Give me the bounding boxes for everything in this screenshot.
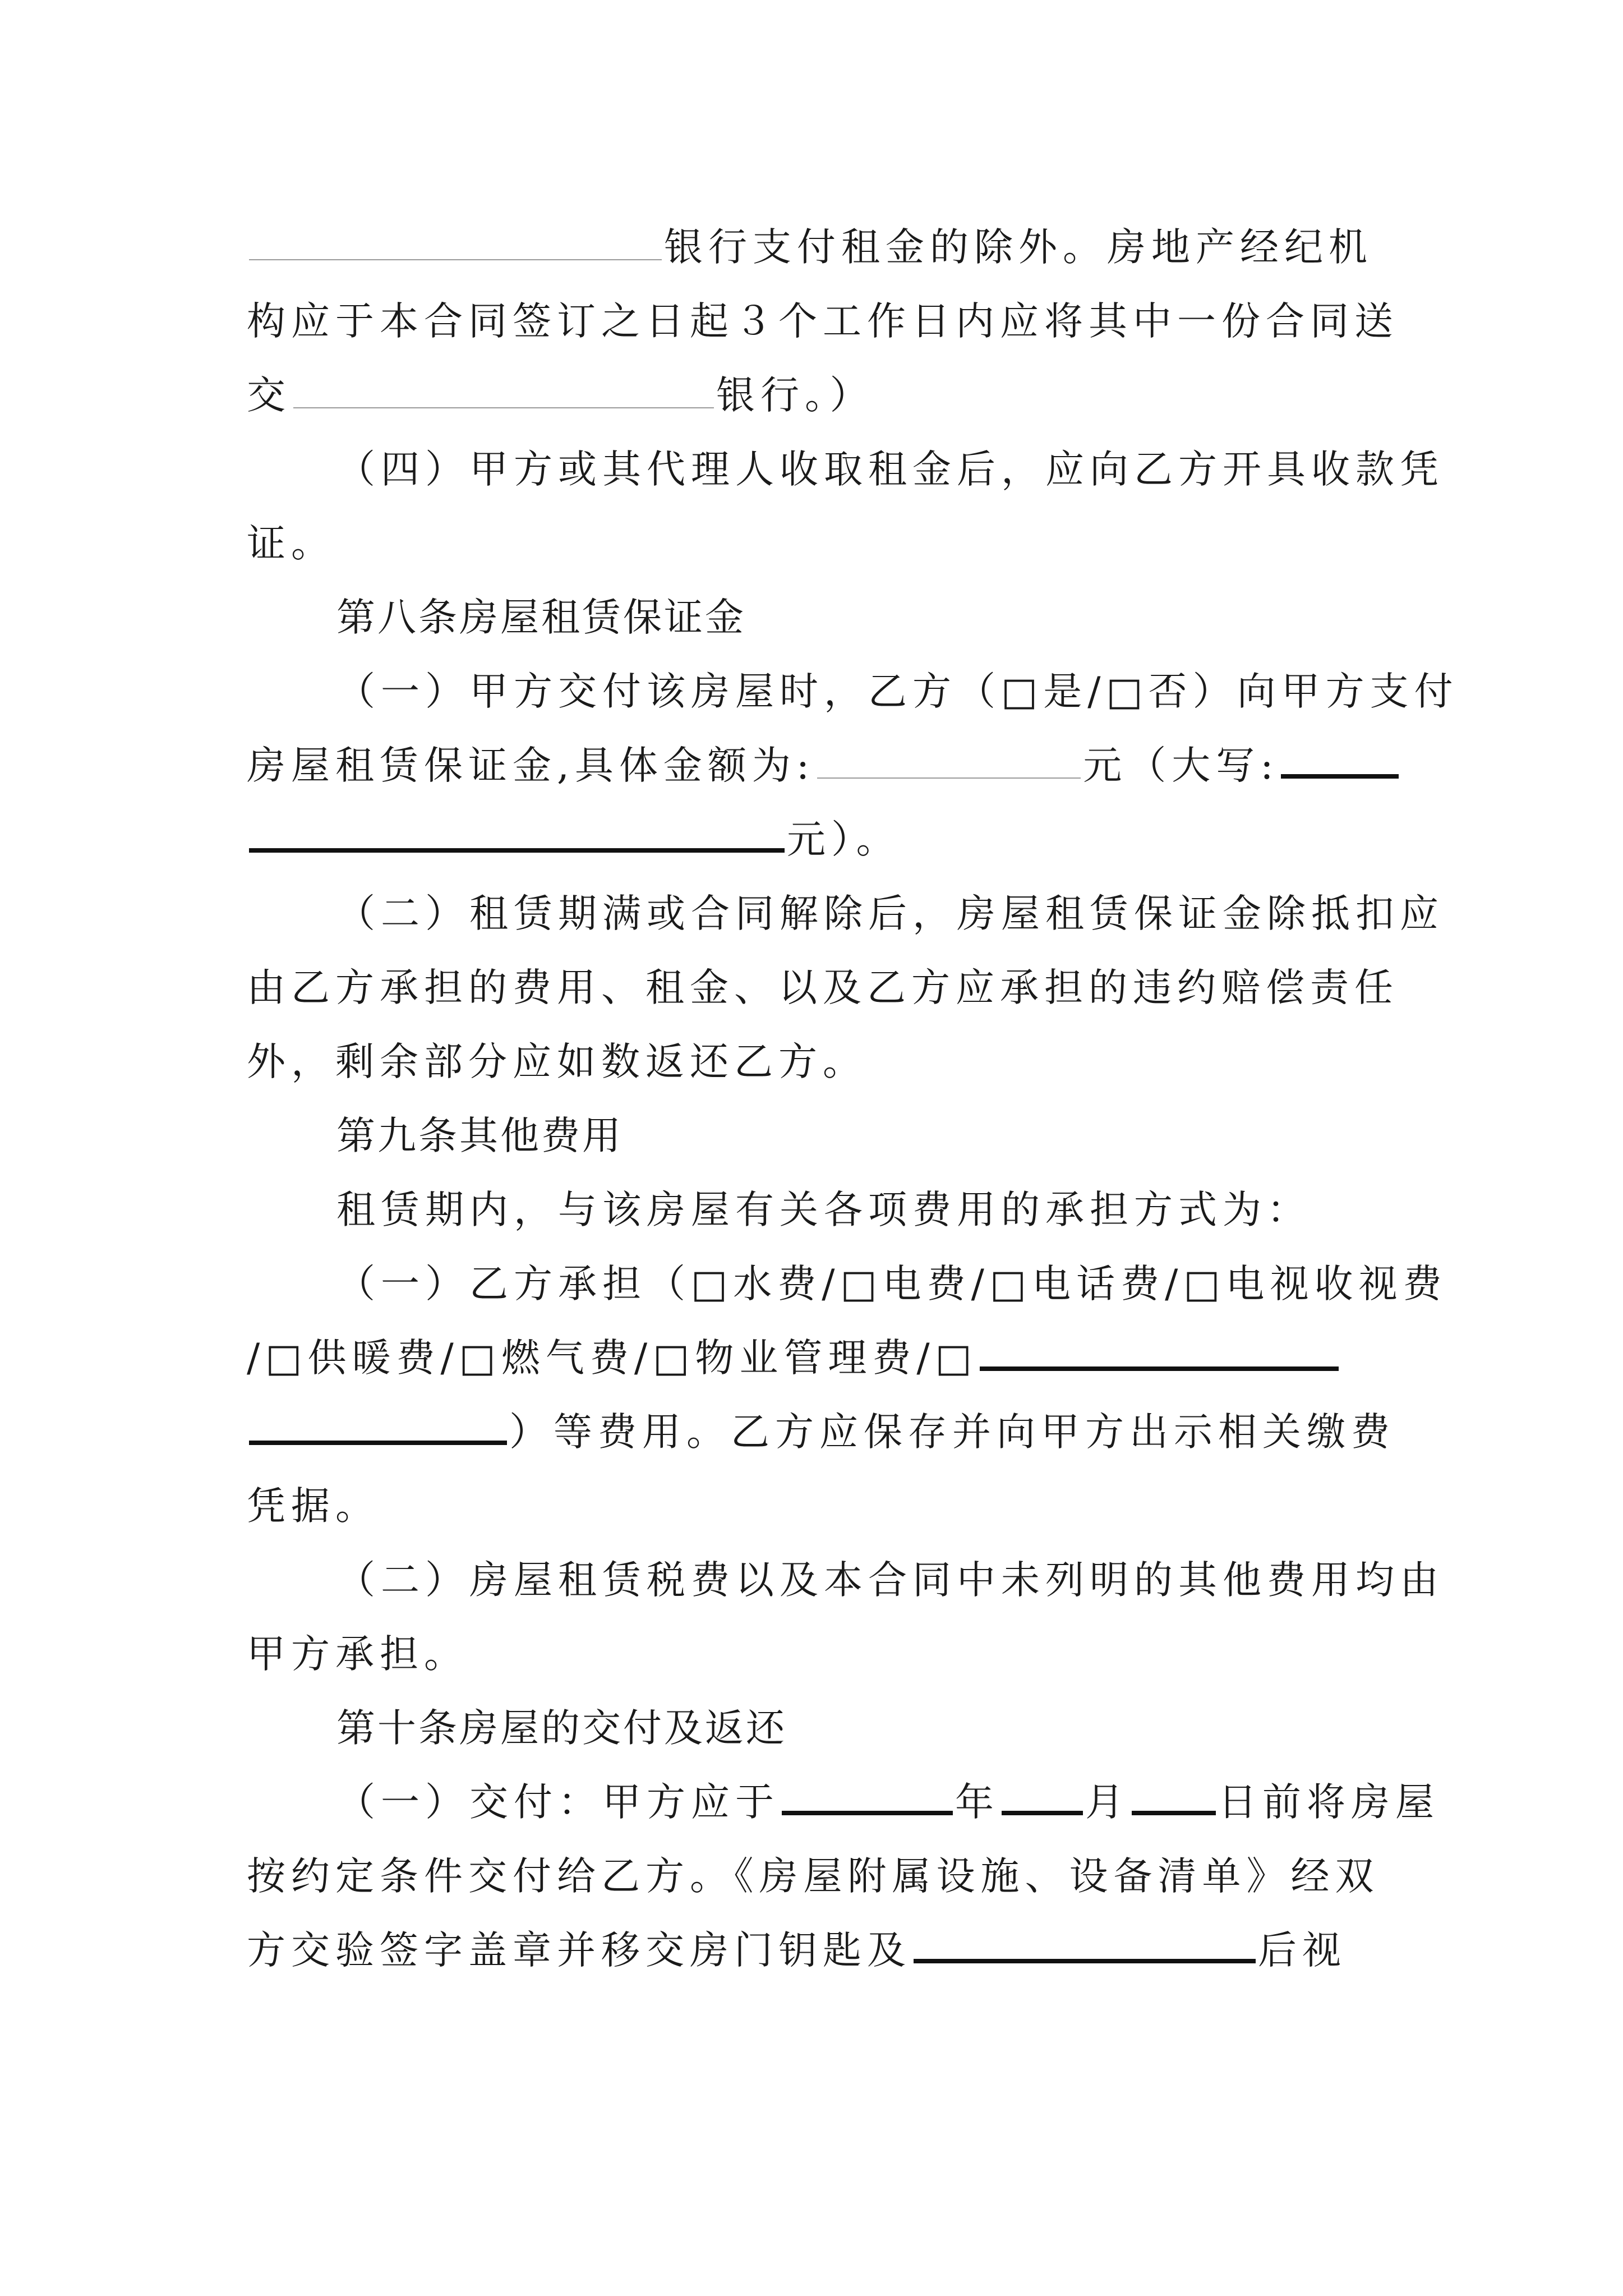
text-line: 按约定条件交付给乙方。《房屋附属设施、设备清单》经双 xyxy=(247,1854,1380,1899)
other-fees-blank[interactable] xyxy=(980,1362,1339,1371)
text-line: （四）甲方或其代理人收取租金后，应向乙方开具收款凭 xyxy=(336,447,1444,492)
day-blank[interactable] xyxy=(1132,1806,1216,1815)
month-blank[interactable] xyxy=(1002,1806,1083,1815)
text-line: 方交验签字盖章并移交房门钥匙及 后视 xyxy=(247,1928,1347,1973)
text-line: （一）乙方承担（□水费/□电费/□电话费/□电视收视费 xyxy=(336,1262,1447,1306)
section-heading: 第九条其他费用 xyxy=(336,1114,623,1158)
text-line: 交 银行。） xyxy=(247,373,874,418)
amount-words-blank[interactable] xyxy=(249,844,785,853)
text-line: （二）租赁期满或合同解除后，房屋租赁保证金除抵扣应 xyxy=(336,891,1444,936)
section-heading: 第十条房屋的交付及返还 xyxy=(336,1706,787,1751)
text-line: 凭据。 xyxy=(247,1484,380,1529)
other-fees-blank[interactable] xyxy=(249,1436,507,1445)
year-blank[interactable] xyxy=(782,1806,953,1815)
document-page xyxy=(247,210,1459,1987)
text-line: 元）。 xyxy=(247,803,1396,877)
text-line: 租赁期内，与该房屋有关各项费用的承担方式为： xyxy=(336,1188,1311,1232)
text-line: （一）甲方交付该房屋时，乙方（□是/□否）向甲方支付 xyxy=(336,669,1459,714)
text-line: （一）交付：甲方应于 年 月 日前将房屋 xyxy=(336,1780,1440,1825)
amount-blank[interactable] xyxy=(817,773,1081,779)
text-line: 银行支付租金的除外。房地产经纪机 xyxy=(247,210,1396,284)
fill-in-blank[interactable] xyxy=(293,403,714,408)
fill-in-blank[interactable] xyxy=(249,255,662,260)
amount-words-blank[interactable] xyxy=(1281,770,1399,779)
text-line: 外，剩余部分应如数返还乙方。 xyxy=(247,1039,867,1084)
handover-items-blank[interactable] xyxy=(914,1954,1256,1963)
text-line: ）等费用。乙方应保存并向甲方出示相关缴费 xyxy=(247,1395,1396,1469)
text-line: 由乙方承担的费用、租金、以及乙方应承担的违约赔偿责任 xyxy=(247,965,1399,1010)
section-heading: 第八条房屋租赁保证金 xyxy=(336,595,746,640)
text-line: （二）房屋租赁税费以及本合同中未列明的其他费用均由 xyxy=(336,1558,1444,1603)
text-line: /□供暖费/□燃气费/□物业管理费/□ xyxy=(247,1321,1396,1395)
text-line: 证。 xyxy=(247,521,335,566)
text-line: 房屋租赁保证金,具体金额为: 元（大写: xyxy=(247,729,1396,803)
text-line: 构应于本合同签订之日起３个工作日内应将其中一份合同送 xyxy=(247,299,1399,344)
text-line: 甲方承担。 xyxy=(247,1632,468,1677)
